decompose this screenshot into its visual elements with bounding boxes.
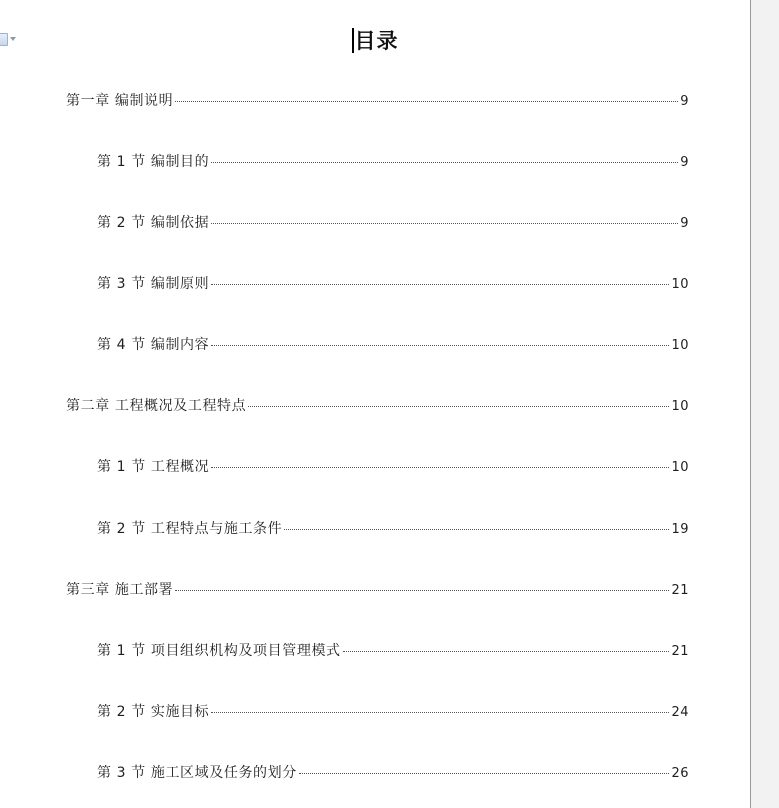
toc-leader-dots bbox=[175, 101, 678, 102]
toc-entry[interactable] bbox=[97, 764, 689, 783]
toc-page-number: 9 bbox=[680, 155, 689, 170]
toc-entry-label: 第三章 施工部署 bbox=[66, 582, 174, 598]
toc-leader-dots bbox=[211, 712, 669, 713]
page-title[interactable]: 目录 bbox=[354, 29, 399, 53]
toc-page-number: 10 bbox=[671, 338, 689, 353]
toc-page-number: 19 bbox=[671, 522, 689, 537]
toc-entry-label: 第 1 节 项目组织机构及项目管理模式 bbox=[97, 643, 341, 659]
toc-entry[interactable] bbox=[97, 336, 689, 355]
toc-leader-dots bbox=[299, 773, 670, 774]
toc-entry-label: 第二章 工程概况及工程特点 bbox=[66, 398, 247, 414]
toc-leader-dots bbox=[175, 590, 669, 591]
toc-page-number: 9 bbox=[680, 216, 689, 231]
toc-leader-dots bbox=[211, 284, 669, 285]
toc-leader-dots bbox=[284, 529, 669, 530]
toc-leader-dots bbox=[211, 162, 678, 163]
toc-entry[interactable] bbox=[97, 275, 689, 294]
toc-entry-label: 第 4 节 编制内容 bbox=[97, 337, 210, 353]
toc-page-number: 21 bbox=[671, 583, 689, 598]
toc-entry-label: 第 2 节 编制依据 bbox=[97, 215, 210, 231]
toc-leader-dots bbox=[248, 406, 669, 407]
toc-page-number: 26 bbox=[671, 766, 689, 781]
workspace-background bbox=[751, 0, 779, 808]
toc-leader-dots bbox=[211, 345, 669, 346]
toc-page-number: 21 bbox=[671, 644, 689, 659]
toc-entry[interactable] bbox=[97, 520, 689, 539]
toc-leader-dots bbox=[211, 467, 669, 468]
toc-entry-label: 第 1 节 工程概况 bbox=[97, 459, 210, 475]
toc-entry-label: 第 2 节 实施目标 bbox=[97, 704, 210, 720]
toc-entry[interactable] bbox=[97, 458, 689, 477]
toc-page-number: 9 bbox=[680, 94, 689, 109]
toc-entry[interactable] bbox=[66, 92, 689, 111]
toc-leader-dots bbox=[343, 651, 670, 652]
toc-page-number: 10 bbox=[671, 399, 689, 414]
toc-entry[interactable] bbox=[66, 397, 689, 416]
toc-entry-label: 第 3 节 施工区域及任务的划分 bbox=[97, 765, 297, 781]
toc-entry-label: 第 2 节 工程特点与施工条件 bbox=[97, 521, 283, 537]
toc-entry[interactable] bbox=[97, 642, 689, 661]
toc-page-number: 24 bbox=[671, 705, 689, 720]
title-block bbox=[0, 25, 750, 55]
toc-entry-label: 第 1 节 编制目的 bbox=[97, 154, 210, 170]
toc-page-number: 10 bbox=[671, 277, 689, 292]
toc-page-number: 10 bbox=[671, 460, 689, 475]
toc-leader-dots bbox=[211, 223, 678, 224]
toc-entry[interactable] bbox=[66, 581, 689, 600]
toc-entry[interactable] bbox=[97, 703, 689, 722]
toc-entry-label: 第一章 编制说明 bbox=[66, 93, 174, 109]
text-cursor bbox=[352, 28, 354, 53]
toc-entry[interactable] bbox=[97, 214, 689, 233]
toc-entry[interactable] bbox=[97, 153, 689, 172]
toc-entry-label: 第 3 节 编制原则 bbox=[97, 276, 210, 292]
